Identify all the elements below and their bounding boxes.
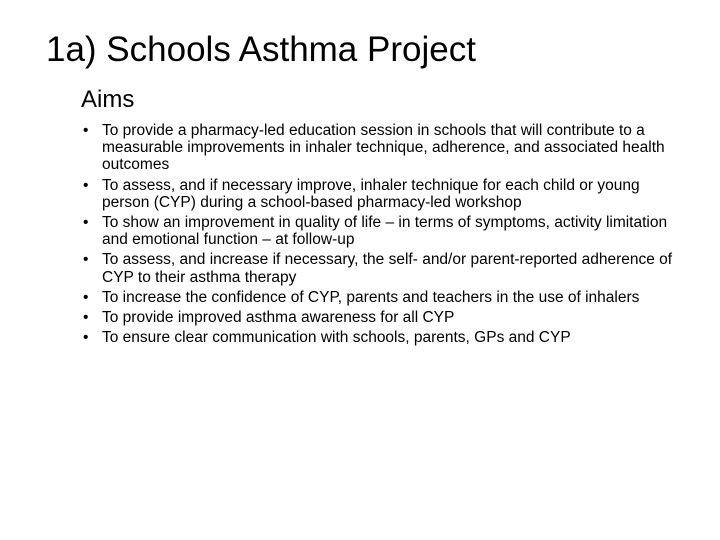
aim-text: To ensure clear communication with schools, parents, GPs and CYP — [102, 329, 571, 347]
bullet-icon: • — [83, 329, 89, 347]
slide-title: 1a) Schools Asthma Project — [46, 30, 476, 69]
bullet-icon: • — [83, 309, 89, 327]
aim-item — [82, 177, 690, 211]
aim-item — [82, 309, 690, 326]
aim-text: To assess, and if necessary improve, inhaler technique for each child or young person (CYP) during a school-based pharmacy-led workshop — [102, 176, 640, 211]
aim-item — [82, 251, 690, 285]
bullet-icon: • — [83, 122, 89, 139]
aim-text: To show an improvement in quality of life – in terms of symptoms, activity limitation and emotional function – at follow-up — [102, 214, 668, 249]
section-heading-aims: Aims — [81, 86, 135, 113]
bullet-icon: • — [83, 176, 89, 194]
aim-item — [82, 289, 690, 306]
aim-text: To provide improved asthma awareness for all CYP — [102, 309, 455, 327]
bullet-icon: • — [83, 251, 89, 269]
aims-list — [82, 122, 690, 349]
aim-item — [82, 122, 690, 174]
aim-item — [82, 329, 690, 346]
aim-text: To assess, and increase if necessary, the self- and/or parent-reported adherence of CYP to their asthma therapy — [102, 251, 673, 286]
aim-text: To increase the confidence of CYP, parents and teachers in the use of inhalers — [102, 288, 640, 306]
aim-text: To provide a pharmacy-led education session in schools that will contribute to a measurable improvements in inhaler technique, adherence, and associated health outcomes — [102, 122, 665, 174]
bullet-icon: • — [83, 288, 89, 306]
bullet-icon: • — [83, 214, 89, 232]
aim-item — [82, 214, 690, 248]
